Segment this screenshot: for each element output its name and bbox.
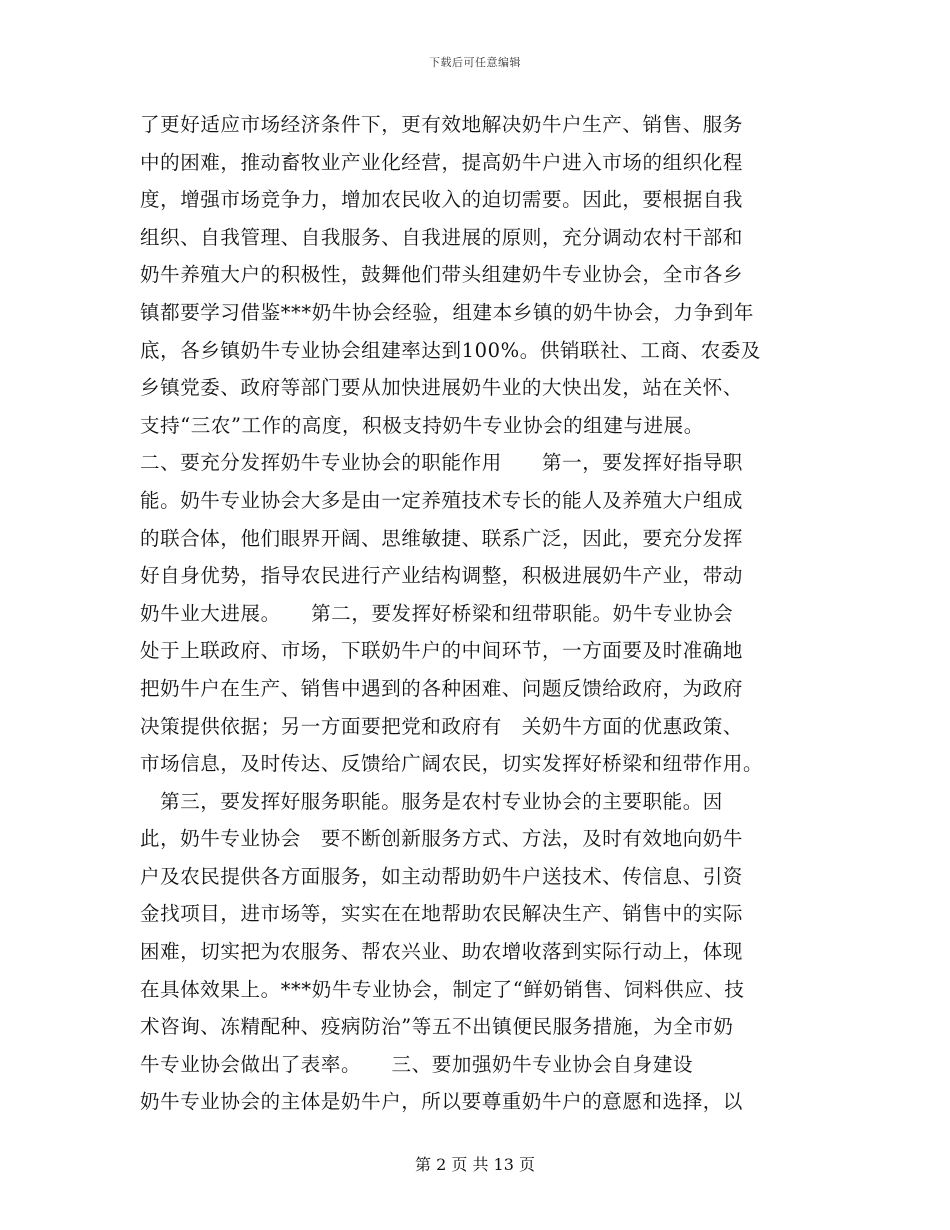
body-line: 术咨询、冻精配种、疫病防治”等五不出镇便民服务措施，为全市奶 xyxy=(140,1015,734,1039)
body-line: 决策提供依据；另一方面要把党和政府有 关奶牛方面的优惠政策、 xyxy=(140,714,744,738)
body-line: 金找项目，进市场等，实实在在地帮助农民解决生产、销售中的实际 xyxy=(140,902,744,926)
body-line: 奶牛业大进展。 第二，要发挥好桥梁和纽带职能。奶牛专业协会 xyxy=(140,601,734,625)
body-line: 度，增强市场竞争力，增加农民收入的迫切需要。因此，要根据自我 xyxy=(140,188,744,212)
body-line: 牛专业协会做出了表率。 三、要加强奶牛专业协会自身建设 xyxy=(140,1052,694,1076)
body-line: 市场信息，及时传达、反馈给广阔农民，切实发挥好桥梁和纽带作用。 xyxy=(140,752,764,776)
body-line: 户及农民提供各方面服务，如主动帮助奶牛户送技术、传信息、引资 xyxy=(140,864,744,888)
page-number-footer: 第 2 页 共 13 页 xyxy=(415,1155,535,1174)
body-line: 处于上联政府、市场，下联奶牛户的中间环节，一方面要及时准确地 xyxy=(140,639,744,663)
body-line: 乡镇党委、政府等部门要从加快进展奶牛业的大快出发，站在关怀、 xyxy=(140,376,744,400)
body-line: 把奶牛户在生产、销售中遇到的各种困难、问题反馈给政府，为政府 xyxy=(140,676,744,700)
body-line: 组织、自我管理、自我服务、自我进展的原则，充分调动农村干部和 xyxy=(140,225,744,249)
body-line: 奶牛专业协会的主体是奶牛户，所以要尊重奶牛户的意愿和选择，以 xyxy=(140,1090,744,1114)
body-line: 困难，切实把为农服务、帮农兴业、助农增收落到实际行动上，体现 xyxy=(140,940,744,964)
body-line: 的联合体，他们眼界开阔、思维敏捷、联系广泛，因此，要充分发挥 xyxy=(140,526,744,550)
body-line: 此，奶牛专业协会 要不断创新服务方式、方法，及时有效地向奶牛 xyxy=(140,827,744,851)
body-line: 能。奶牛专业协会大多是由一定养殖技术专长的能人及养殖大户组成 xyxy=(140,488,744,512)
body-line: 在具体效果上。***奶牛专业协会，制定了“鲜奶销售、饲料供应、技 xyxy=(140,977,745,1001)
body-line: 二、要充分发挥奶牛专业协会的职能作用 第一，要发挥好指导职 xyxy=(140,451,744,475)
body-line: 镇都要学习借鉴***奶牛协会经验，组建本乡镇的奶牛协会，力争到年 xyxy=(140,300,754,324)
page-header-note: 下载后可任意编辑 xyxy=(429,56,521,69)
body-line: 底，各乡镇奶牛专业协会组建率达到100%。供销联社、工商、农委及 xyxy=(140,338,761,362)
body-line: 好自身优势，指导农民进行产业结构调整，积极进展奶牛产业，带动 xyxy=(140,564,744,588)
body-line: 了更好适应市场经济条件下，更有效地解决奶牛户生产、销售、服务 xyxy=(140,113,744,136)
body-line: 奶牛养殖大户的积极性，鼓舞他们带头组建奶牛专业协会，全市各乡 xyxy=(140,263,744,287)
body-line: 中的困难，推动畜牧业产业化经营，提高奶牛户进入市场的组织化程 xyxy=(140,150,744,174)
body-line: 第三，要发挥好服务职能。服务是农村专业协会的主要职能。因 xyxy=(140,789,723,813)
body-line: 支持“三农”工作的高度，积极支持奶牛专业协会的组建与进展。 xyxy=(140,413,704,437)
document-body xyxy=(140,106,820,1121)
